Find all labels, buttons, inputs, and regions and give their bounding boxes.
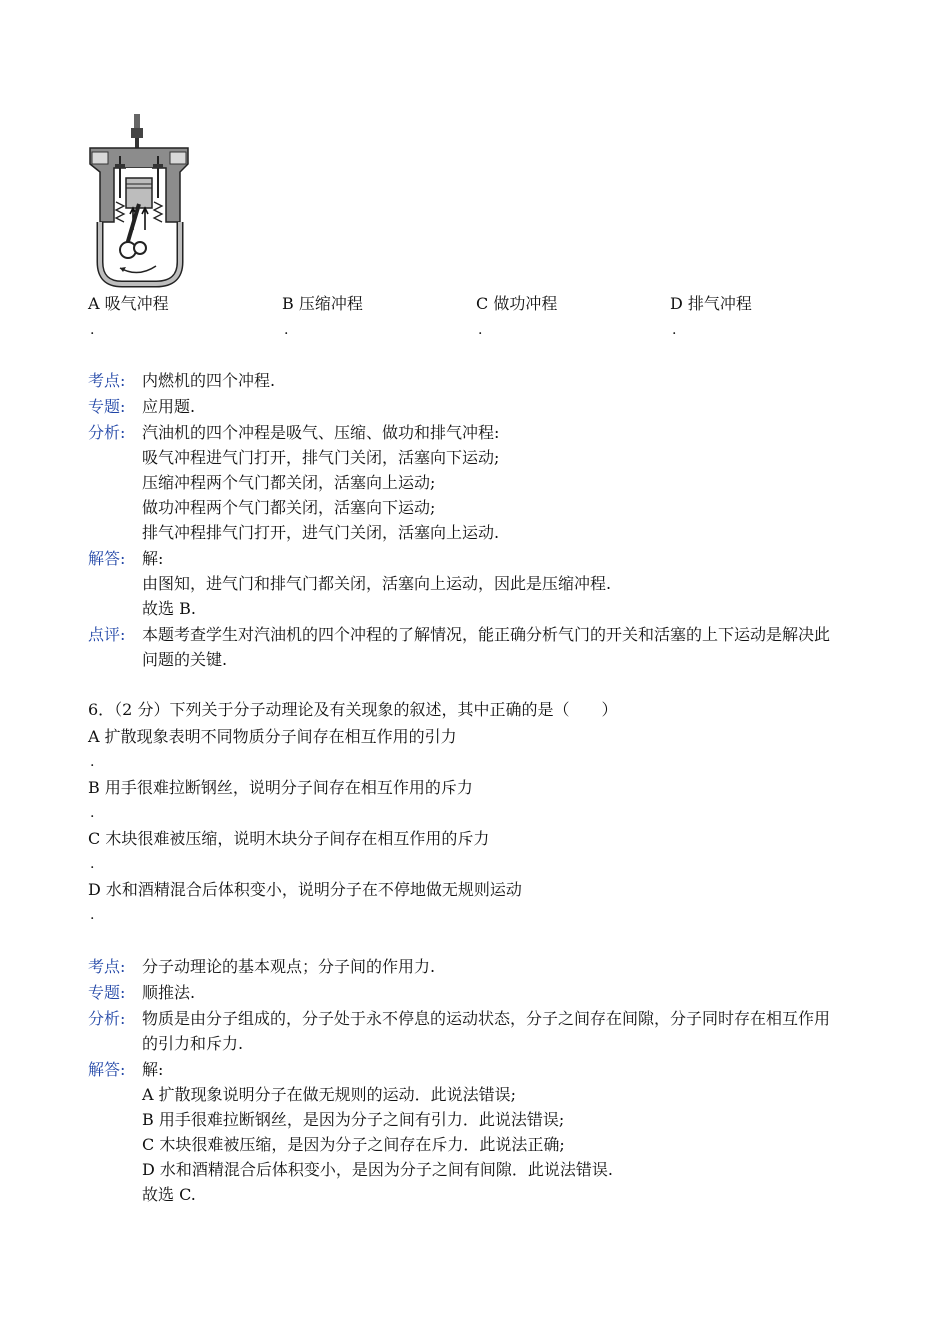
q5-jieda-line: 解:: [142, 549, 164, 568]
q6-option-d-dot: .: [90, 907, 95, 923]
q5-option-b: B 压缩冲程: [282, 294, 363, 313]
q6-jieda-line: A 扩散现象说明分子在做无规则的运动．此说法错误;: [142, 1085, 517, 1104]
q5-zhuanti: 应用题.: [142, 397, 196, 416]
q5-fenxi-line: 排气冲程排气门打开，进气门关闭，活塞向上运动.: [142, 523, 500, 542]
q6-zhuanti: 顺推法.: [142, 983, 196, 1002]
q5-jieda-label: 解答:: [88, 549, 126, 568]
q6-fenxi-label: 分析:: [88, 1009, 126, 1028]
q6-option-d: D 水和酒精混合后体积变小，说明分子在不停地做无规则运动: [88, 880, 522, 899]
q6-option-b-dot: .: [90, 805, 95, 821]
q6-jieda-line: D 水和酒精混合后体积变小，是因为分子之间有间隙．此说法错误.: [142, 1160, 614, 1179]
q5-jieda-line: 由图知，进气门和排气门都关闭，活塞向上运动，因此是压缩冲程.: [142, 574, 612, 593]
q6-stem: 6．（2 分）下列关于分子动理论及有关现象的叙述，其中正确的是（ ）: [88, 700, 618, 719]
q5-fenxi-line: 做功冲程两个气门都关闭，活塞向下运动;: [142, 498, 436, 517]
q6-jieda-label: 解答:: [88, 1060, 126, 1079]
engine-diagram: [86, 112, 192, 288]
q5-dianping-line: 本题考查学生对汽油机的四个冲程的了解情况，能正确分析气门的开关和活塞的上下运动是解决此: [142, 625, 831, 644]
q5-fenxi-line: 吸气冲程进气门打开，排气门关闭，活塞向下运动;: [142, 448, 500, 467]
q5-kaodian: 内燃机的四个冲程.: [142, 371, 276, 390]
q5-option-c: C 做功冲程: [476, 294, 558, 313]
q6-kaodian: 分子动理论的基本观点；分子间的作用力.: [142, 957, 436, 976]
q6-jieda-line: B 用手很难拉断钢丝，是因为分子之间有引力．此说法错误;: [142, 1110, 565, 1129]
q6-kaodian-label: 考点:: [88, 957, 126, 976]
q6-option-a-dot: .: [90, 754, 95, 770]
q6-option-b: B 用手很难拉断钢丝，说明分子间存在相互作用的斥力: [88, 778, 473, 797]
q5-kaodian-label: 考点:: [88, 371, 126, 390]
q6-option-a: A 扩散现象表明不同物质分子间存在相互作用的引力: [88, 727, 457, 746]
q6-fenxi-line: 的引力和斥力.: [142, 1034, 244, 1053]
q5-fenxi-line: 汽油机的四个冲程是吸气、压缩、做功和排气冲程:: [142, 423, 500, 442]
q5-option-c-dot: .: [478, 322, 483, 338]
q6-zhuanti-label: 专题:: [88, 983, 126, 1002]
q6-jieda-line: 解:: [142, 1060, 164, 1079]
q5-zhuanti-label: 专题:: [88, 397, 126, 416]
q6-jieda-line: C 木块很难被压缩，是因为分子之间存在斥力．此说法正确;: [142, 1135, 565, 1154]
q5-option-b-dot: .: [284, 322, 289, 338]
q5-dianping-line: 问题的关键.: [142, 650, 228, 669]
q5-option-d-dot: .: [672, 322, 677, 338]
q5-fenxi-line: 压缩冲程两个气门都关闭，活塞向上运动;: [142, 473, 436, 492]
q5-jieda-line: 故选 B.: [142, 599, 196, 618]
q5-option-d: D 排气冲程: [670, 294, 752, 313]
q6-fenxi-line: 物质是由分子组成的，分子处于永不停息的运动状态，分子之间存在间隙，分子同时存在相互作用: [142, 1009, 831, 1028]
q6-option-c-dot: .: [90, 856, 95, 872]
q6-option-c: C 木块很难被压缩，说明木块分子间存在相互作用的斥力: [88, 829, 490, 848]
q5-option-a: A 吸气冲程: [88, 294, 169, 313]
q5-option-a-dot: .: [90, 322, 95, 338]
q5-dianping-label: 点评:: [88, 625, 126, 644]
q6-jieda-line: 故选 C.: [142, 1185, 196, 1204]
q5-fenxi-label: 分析:: [88, 423, 126, 442]
